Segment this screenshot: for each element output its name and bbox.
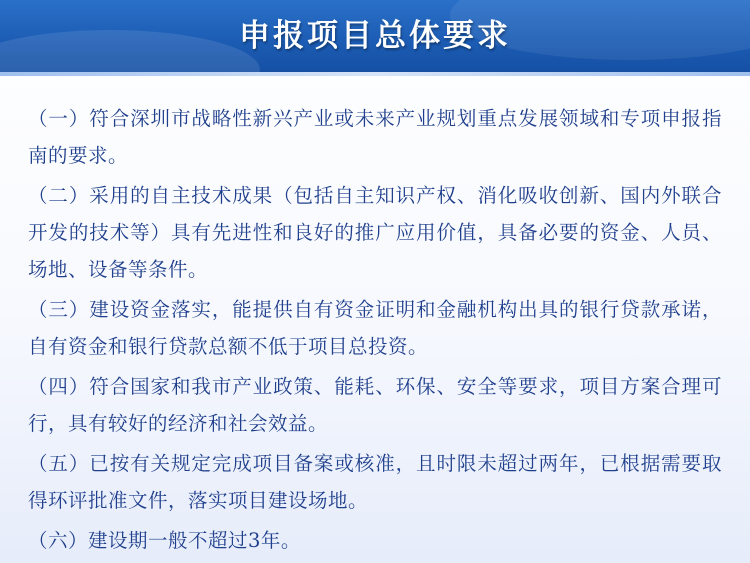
requirement-item: （三）建设资金落实，能提供自有资金证明和金融机构出具的银行贷款承诺，自有资金和银行贷款总额不低于项目总投资。 bbox=[28, 298, 722, 358]
requirement-item: （五）已按有关规定完成项目备案或核准，且时限未超过两年，已根据需要取得环评批准文件，落实项目建设场地。 bbox=[28, 452, 722, 512]
requirements-list bbox=[28, 100, 722, 562]
banner-divider bbox=[0, 72, 750, 76]
requirement-item: （四）符合国家和我市产业政策、能耗、环保、安全等要求，项目方案合理可行，具有较好的经济和社会效益。 bbox=[28, 375, 722, 435]
page-title: 申报项目总体要求 bbox=[239, 18, 511, 54]
requirement-item: （六）建设期一般不超过3年。 bbox=[28, 529, 301, 552]
title-banner bbox=[0, 0, 750, 72]
requirement-item: （一）符合深圳市战略性新兴产业或未来产业规划重点发展领域和专项申报指南的要求。 bbox=[28, 107, 722, 167]
requirement-item: （二）采用的自主技术成果（包括自主知识产权、消化吸收创新、国内外联合开发的技术等）具有先进性和良好的推广应用价值，具备必要的资金、人员、场地、设备等条件。 bbox=[28, 184, 722, 281]
